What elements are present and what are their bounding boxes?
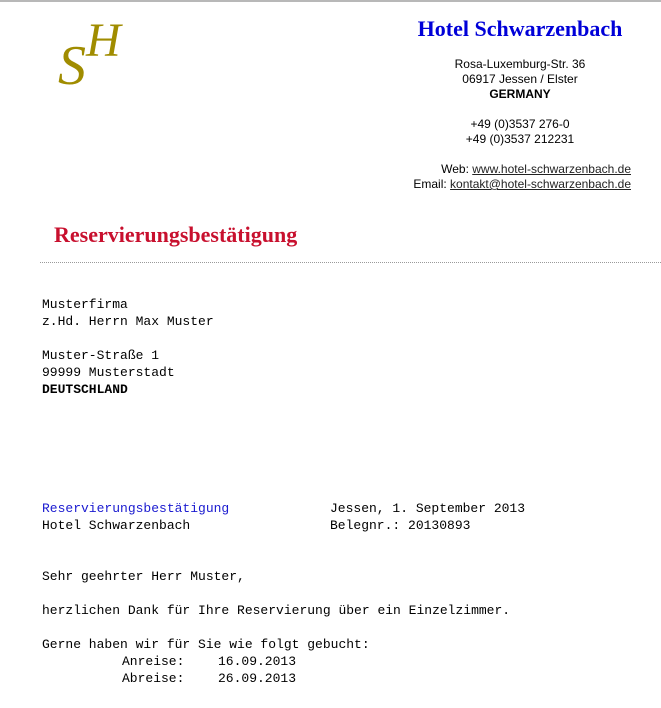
- letter-subject: Reservierungsbestätigung: [42, 501, 230, 516]
- recipient-street: Muster-Straße 1: [42, 348, 160, 363]
- hotel-contact: [413, 162, 631, 192]
- hotel-name: Hotel Schwarzenbach: [417, 16, 623, 41]
- letter-body: [42, 568, 510, 687]
- document-title: Reservierungsbestätigung: [54, 222, 298, 247]
- receipt-number: Belegnr.: 20130893: [330, 518, 471, 533]
- arrival-row: [42, 653, 510, 670]
- web-label: Web:: [441, 162, 469, 176]
- letter-date: Jessen, 1. September 2013: [330, 501, 526, 516]
- recipient-company: Musterfirma: [42, 297, 128, 312]
- hotel-phone: +49 (0)3537 276-0: [470, 117, 570, 131]
- hotel-city: 06917 Jessen / Elster: [462, 72, 578, 86]
- hotel-country: GERMANY: [489, 87, 551, 101]
- email-label: Email:: [413, 177, 447, 191]
- hotel-address: [380, 57, 660, 147]
- arrival-date: 16.09.2013: [218, 654, 297, 669]
- departure-row: [42, 670, 510, 687]
- hotel-street: Rosa-Luxemburg-Str. 36: [454, 57, 586, 71]
- arrival-label: Anreise:: [122, 654, 185, 669]
- recipient-attention: z.Hd. Herrn Max Muster: [42, 314, 214, 329]
- departure-label: Abreise:: [122, 671, 185, 686]
- departure-date: 26.09.2013: [218, 671, 297, 686]
- svg-text:S: S: [58, 35, 86, 94]
- hotel-logo: [50, 12, 130, 94]
- recipient-city: 99999 Musterstadt: [42, 365, 175, 380]
- salutation: Sehr geehrter Herr Muster,: [42, 569, 245, 584]
- thanks-line: herzlichen Dank für Ihre Reservierung über ein Einzelzimmer.: [42, 603, 511, 618]
- letter-sender: Hotel Schwarzenbach: [42, 518, 191, 533]
- top-border: [0, 0, 661, 2]
- svg-text:H: H: [86, 14, 121, 67]
- booking-intro: Gerne haben wir für Sie wie folgt gebucht:: [42, 637, 370, 652]
- recipient-country: DEUTSCHLAND: [42, 382, 128, 397]
- recipient-address: [42, 296, 214, 398]
- web-link[interactable]: www.hotel-schwarzenbach.de: [472, 162, 631, 176]
- letter-meta-left: [42, 500, 229, 534]
- divider: [40, 262, 661, 263]
- letter-meta-right: [330, 500, 525, 534]
- email-link[interactable]: kontakt@hotel-schwarzenbach.de: [450, 177, 631, 191]
- hotel-fax: +49 (0)3537 212231: [465, 132, 575, 146]
